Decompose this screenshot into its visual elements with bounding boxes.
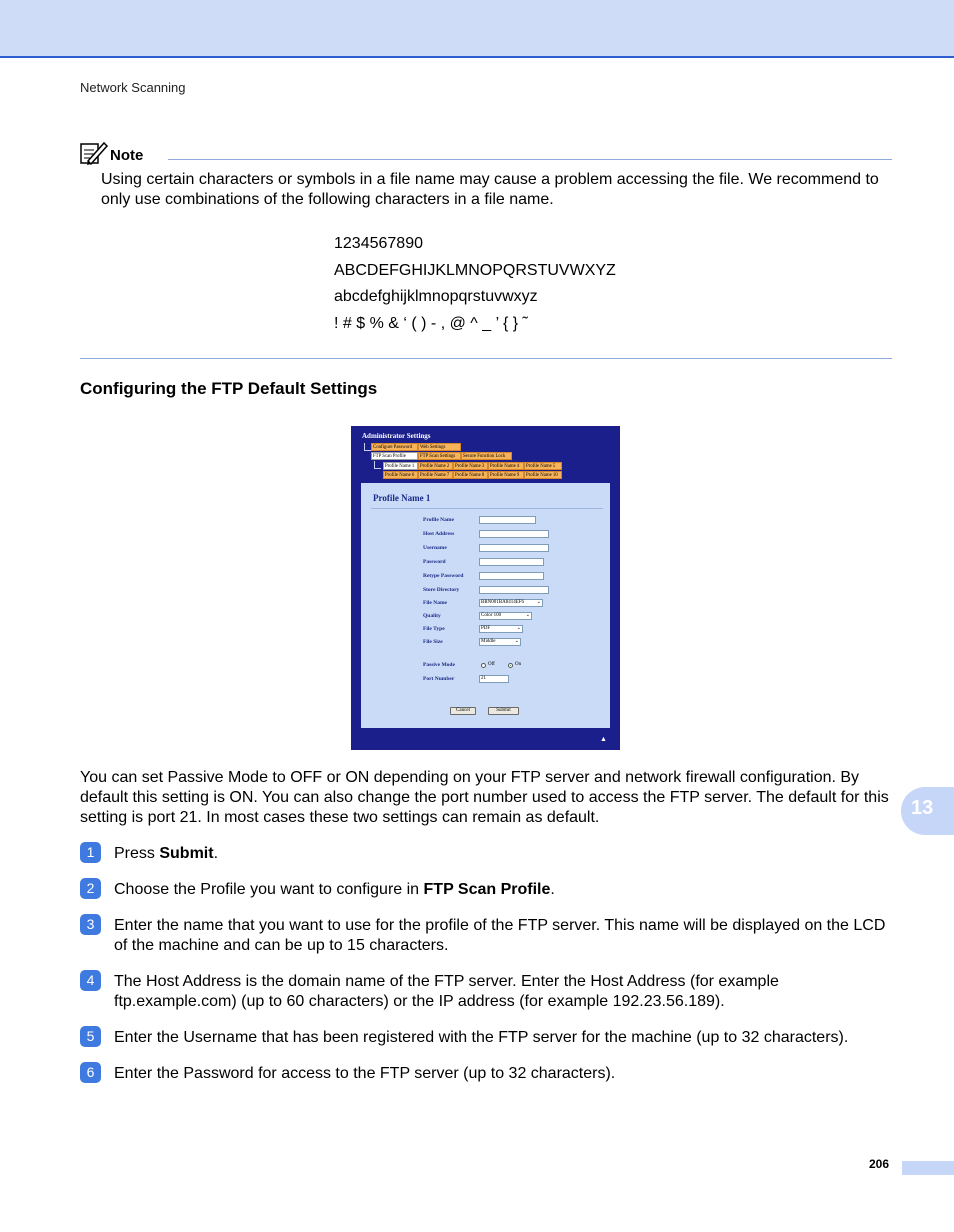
figure-title: Administrator Settings	[362, 432, 431, 440]
step-4-text: The Host Address is the domain name of the FTP server. Enter the Host Address (for example ftp.example.com) (up to 60 characters) or the IP address (for example 192.23.56.189).	[114, 973, 779, 1010]
passive-on-label: On	[515, 662, 522, 667]
tree-connector	[374, 461, 381, 469]
file-name-value: BRN001BA8414EF6	[481, 600, 525, 605]
passive-on-radio[interactable]	[508, 663, 513, 668]
label-quality: Quality	[423, 613, 441, 619]
tab-profile-3[interactable]: Profile Name 3	[453, 462, 488, 470]
label-file-size: File Size	[423, 639, 443, 645]
label-retype-password: Retype Password	[423, 573, 464, 579]
panel-divider	[371, 508, 603, 509]
note-label: Note	[110, 147, 144, 164]
tab-profile-8[interactable]: Profile Name 8	[453, 471, 488, 479]
step-2-badge: 2	[80, 878, 101, 899]
label-port-number: Port Number	[423, 676, 455, 682]
step-4-badge: 4	[80, 970, 101, 991]
body-paragraph: You can set Passive Mode to OFF or ON depending on your FTP server and network firewall configuration. By default this setting is ON. You can also change the port number used to access the FTP server. The default for this setting is port 21. In most cases these two settings can remain as default.	[80, 769, 889, 826]
label-username: Username	[423, 545, 447, 551]
note-pencil-icon	[80, 141, 108, 165]
passive-off-radio[interactable]	[481, 663, 486, 668]
tab-profile-7[interactable]: Profile Name 7	[418, 471, 453, 479]
ftp-settings-screenshot	[351, 426, 620, 750]
passive-off-label: Off	[488, 662, 495, 667]
port-number-input[interactable]: 21	[479, 675, 509, 683]
label-file-name: File Name	[423, 600, 447, 606]
charset-list	[334, 233, 616, 339]
tab-profile-2[interactable]: Profile Name 2	[418, 462, 453, 470]
file-size-select[interactable]	[479, 638, 521, 646]
note-text: Using certain characters or symbols in a file name may cause a problem accessing the file. We recommend to only use combinations of the following characters in a file name.	[101, 171, 879, 208]
password-input[interactable]	[479, 558, 544, 566]
scroll-top-icon[interactable]: ▲	[600, 735, 607, 743]
step-2-text: Choose the Profile you want to configure in FTP Scan Profile.	[114, 881, 555, 898]
chevron-down-icon: ⌄	[525, 613, 530, 618]
chapter-number: 13	[911, 797, 934, 819]
tab-profile-5[interactable]: Profile Name 5	[524, 462, 562, 470]
label-host-address: Host Address	[423, 531, 455, 537]
tab-profile-6[interactable]: Profile Name 6	[383, 471, 418, 479]
step-5-text: Enter the Username that has been registered with the FTP server for the machine (up to 32 characters).	[114, 1029, 849, 1046]
note-bottom-divider	[80, 358, 892, 359]
cancel-button[interactable]: Cancel	[450, 707, 476, 715]
host-address-input[interactable]	[479, 530, 549, 538]
tab-ftp-scan-settings[interactable]: FTP Scan Settings	[418, 452, 461, 460]
step-3-badge: 3	[80, 914, 101, 935]
quality-select[interactable]	[479, 612, 532, 620]
label-store-directory: Store Directory	[423, 587, 460, 593]
label-file-type: File Type	[423, 626, 445, 632]
charset-lowercase: abcdefghijklmnopqrstuvwxyz	[334, 288, 538, 305]
file-type-select[interactable]	[479, 625, 523, 633]
section-title: Configuring the FTP Default Settings	[80, 379, 378, 398]
step-5-badge: 5	[80, 1026, 101, 1047]
tab-profile-4[interactable]: Profile Name 4	[488, 462, 524, 470]
file-type-value: PDF	[481, 626, 491, 631]
file-name-select[interactable]	[479, 599, 543, 607]
step-6-text: Enter the Password for access to the FTP server (up to 32 characters).	[114, 1065, 616, 1082]
label-profile-name: Profile Name	[423, 517, 454, 523]
chevron-down-icon: ⌄	[514, 639, 519, 644]
tree-connector	[364, 443, 371, 451]
note-divider	[168, 159, 892, 160]
tab-web-settings[interactable]: Web Settings	[418, 443, 461, 451]
profile-panel-title: Profile Name 1	[373, 493, 431, 503]
tab-ftp-scan-profile[interactable]: FTP Scan Profile	[371, 452, 418, 460]
page-number: 206	[869, 1157, 890, 1171]
charset-symbols: ! # $ % & ‘ ( ) - , @ ^ _ ’ { } ˜	[334, 314, 528, 332]
step-3-text: Enter the name that you want to use for the profile of the FTP server. This name will be displayed on the LCD of the machine and can be up to 15 characters.	[114, 917, 886, 954]
tab-profile-1[interactable]: Profile Name 1	[383, 462, 418, 470]
chapter-tab	[901, 787, 954, 835]
chevron-down-icon: ⌄	[516, 626, 521, 631]
submit-button[interactable]: Submit	[488, 707, 519, 715]
tab-configure-password[interactable]: Configure Password	[371, 443, 418, 451]
step-1-badge: 1	[80, 842, 101, 863]
step-1-text: Press Submit.	[114, 845, 219, 862]
tab-profile-9[interactable]: Profile Name 9	[488, 471, 524, 479]
chevron-down-icon: ⌄	[536, 600, 541, 605]
profile-panel	[361, 483, 610, 728]
label-password: Password	[423, 559, 446, 565]
charset-uppercase: ABCDEFGHIJKLMNOPQRSTUVWXYZ	[334, 261, 616, 279]
username-input[interactable]	[479, 544, 549, 552]
quality-value: Color 100	[481, 613, 502, 618]
store-directory-input[interactable]	[479, 586, 549, 594]
header-band	[0, 0, 954, 58]
retype-password-input[interactable]	[479, 572, 544, 580]
label-passive-mode: Passive Mode	[423, 662, 455, 668]
footer-tab	[902, 1161, 954, 1175]
tab-profile-10[interactable]: Profile Name 10	[524, 471, 562, 479]
step-6-badge: 6	[80, 1062, 101, 1083]
charset-digits: 1234567890	[334, 235, 423, 252]
profile-name-input[interactable]	[479, 516, 536, 524]
running-head: Network Scanning	[80, 80, 186, 95]
file-size-value: Middle	[481, 639, 496, 644]
tab-secure-function-lock[interactable]: Secure Function Lock	[461, 452, 512, 460]
